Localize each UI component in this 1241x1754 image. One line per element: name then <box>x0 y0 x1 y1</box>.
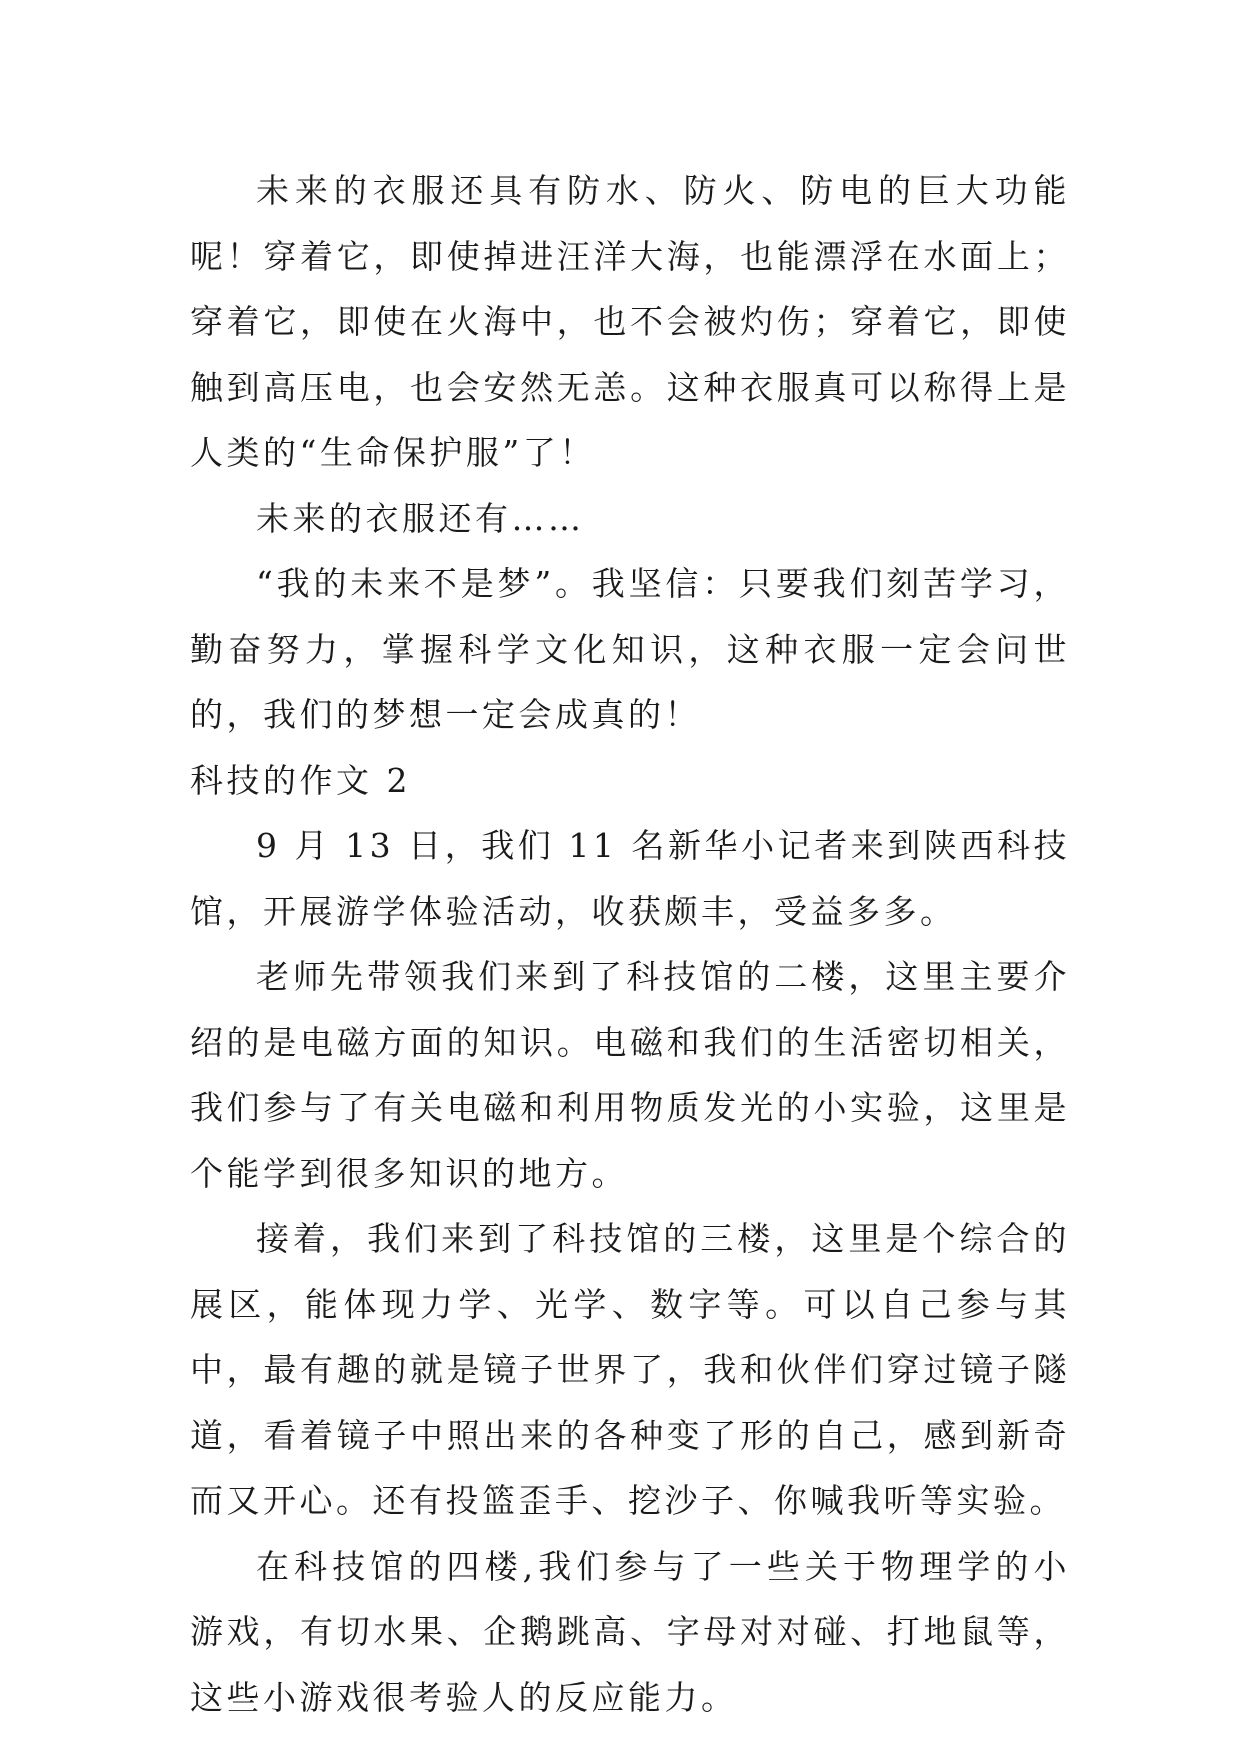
paragraph-third-floor: 接着，我们来到了科技馆的三楼，这里是个综合的展区，能体现力学、光学、数字等。可以自己参与其中，最有趣的就是镜子世界了，我和伙伴们穿过镜子隧道，看着镜子中照出来的各种变了形的自己，感到新奇而又开心。还有投篮歪手、挖沙子、你喊我听等实验。 <box>190 1219 1070 1520</box>
paragraph-future-clothes-protection: 未来的衣服还具有防水、防火、防电的巨大功能呢！穿着它，即使掉进汪洋大海，也能漂浮在水面上；穿着它，即使在火海中，也不会被灼伤；穿着它，即使触到高压电，也会安然无恙。这种衣服真可以称得上是人类的“生命保护服”了！ <box>190 171 1070 472</box>
paragraph-dream-conclusion: “我的未来不是梦”。我坚信：只要我们刻苦学习，勤奋努力，掌握科学文化知识，这种衣服一定会问世的，我们的梦想一定会成真的！ <box>190 564 1070 734</box>
document-body <box>190 158 1070 1730</box>
paragraph-future-clothes-more: 未来的衣服还有…… <box>256 498 585 538</box>
paragraph-second-floor: 老师先带领我们来到了科技馆的二楼，这里主要介绍的是电磁方面的知识。电磁和我们的生活密切相关，我们参与了有关电磁和利用物质发光的小实验，这里是个能学到很多知识的地方。 <box>190 957 1070 1193</box>
essay-heading: 科技的作文 2 <box>190 760 411 800</box>
paragraph-fourth-floor: 在科技馆的四楼,我们参与了一些关于物理学的小游戏，有切水果、企鹅跳高、字母对对碰、打地鼠等，这些小游戏很考验人的反应能力。 <box>190 1546 1070 1717</box>
paragraph-museum-visit-intro: 9 月 13 日，我们 11 名新华小记者来到陕西科技馆，开展游学体验活动，收获颇丰，受益多多。 <box>190 826 1070 931</box>
